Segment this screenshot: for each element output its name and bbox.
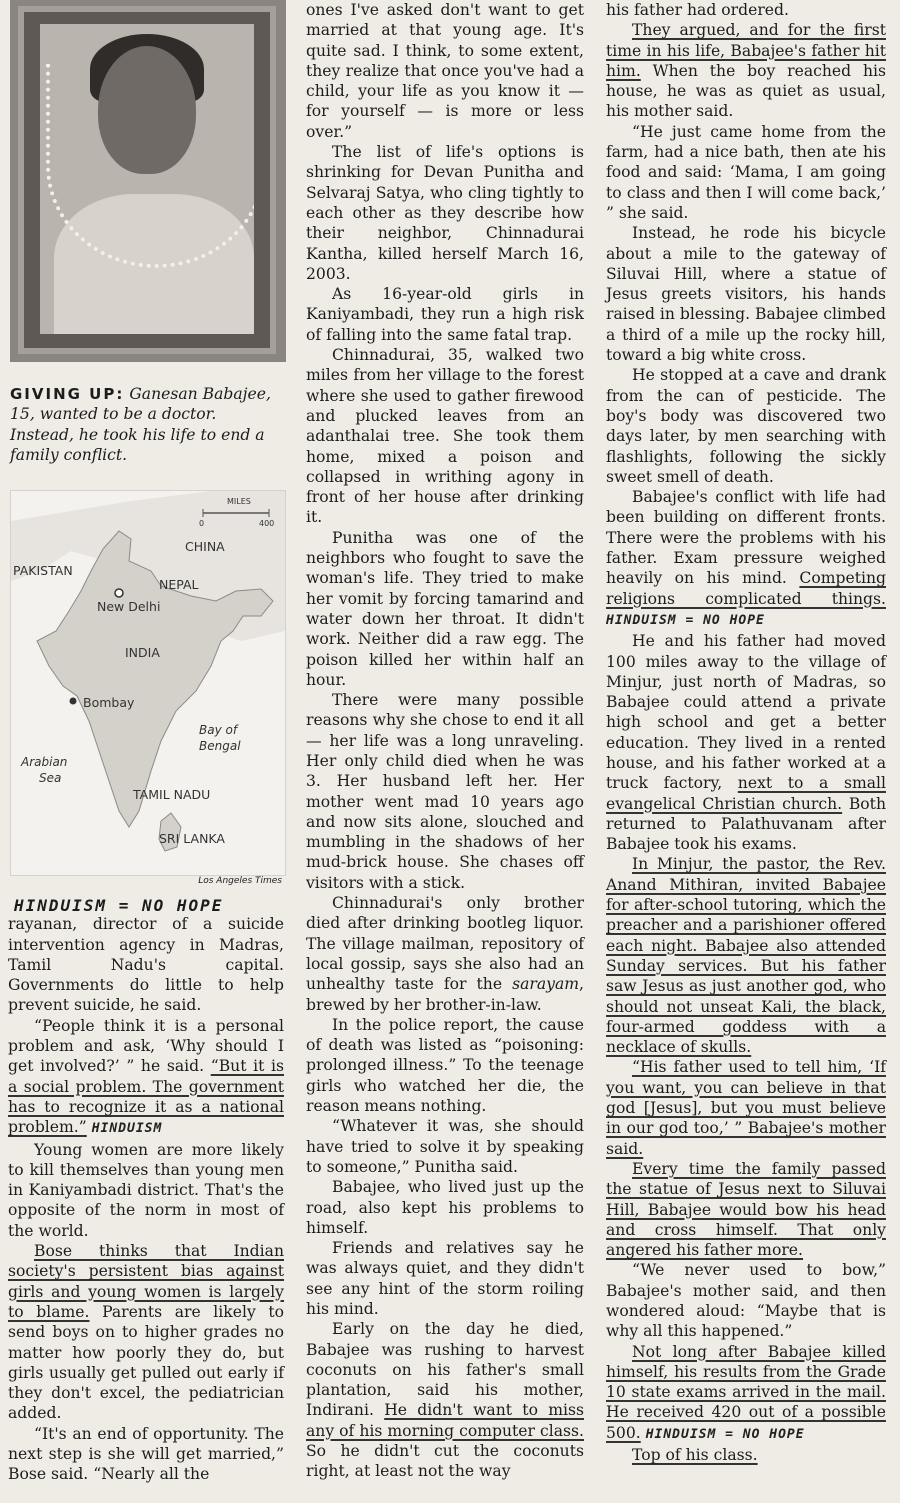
col1-para-4 (8, 1241, 284, 1424)
col2-para-12-underlined: He didn't want to miss any of his morning computer class. (306, 1401, 585, 1440)
col3-para-2-underlined: They argued, and for the first time in his life, Babajee's father hit him. (606, 21, 886, 80)
col2-para-8: In the police report, the cause of death was listed as “poisoning: prolonged illness.” To the teenage girls who watched her die, the reason means nothing. (306, 1015, 584, 1116)
col2-para-11: Friends and relatives say he was always quiet, and they didn't see any hint of the storm roiling his mind. (306, 1239, 584, 1318)
portrait-photo (10, 0, 286, 362)
col2-para-7-italic: sarayam (512, 975, 580, 994)
map-label-pakistan: PAKISTAN (13, 563, 73, 578)
col3-para-8 (606, 854, 886, 1057)
caption-text: Ganesan Babajee, 15, wanted to be a doctor. Instead, he took his life to end a family conflict. (10, 385, 271, 464)
col2-para-12 (306, 1319, 584, 1481)
map-label-china: CHINA (185, 539, 225, 554)
col1-para-1: rayanan, director of a suicide intervention agency in Madras, Tamil Nadu's capital. Governments do little to help prevent suicide, he said. (8, 915, 284, 1015)
caption-lead: GIVING UP: (10, 385, 125, 403)
col3-para-7 (606, 631, 886, 854)
col2-para-1: ones I've asked don't want to get married at that young age. It's quite sad. I think, to some extent, they realize that once you've had a child, your life as you know it — for yourself — is more or less over.” (306, 1, 584, 141)
col2-para-9: “Whatever it was, she should have tried to solve it by speaking to someone,” Punitha said. (306, 1117, 584, 1176)
photo-garland (46, 64, 254, 268)
col2-para-5: Punitha was one of the neighbors who fought to save the woman's life. They tried to make her vomit by forcing tamarind and water down her throat. It didn't work. Neither did a raw egg. The poison killed her within half an hour. (306, 528, 584, 689)
col3-para-6-underlined: Competing religions complicated things. (606, 569, 886, 608)
col2-para-7 (306, 893, 584, 1015)
photo-caption (10, 384, 280, 465)
col2-para-12-end: So he didn't cut the coconuts right, at least not the way (306, 1442, 584, 1481)
column-1 (8, 896, 284, 1485)
col3-para-7-end: Both returned to Palathuvanam after Babajee took his exams. (606, 794, 886, 854)
map-scale-start: 0 (199, 519, 205, 528)
map-label-bombay: Bombay (83, 695, 135, 710)
col3-para-1: his father had ordered. (606, 1, 789, 19)
map-graphic (11, 491, 285, 875)
map-credit: Los Angeles Times (198, 876, 282, 886)
col3-para-7-underlined: next to a small evangelical Christian church. (606, 774, 886, 813)
col2-para-2: The list of life's options is shrinking for Devan Punitha and Selvaraj Satya, who cling tightly to each other as they describe how their neighbor, Chinnadurai Kantha, killed herself March 16, 2003. (306, 143, 584, 283)
col1-para-2 (8, 1016, 284, 1140)
col3-para-7-text: He and his father had moved 100 miles away to the village of Minjur, just north of Madras, so Babajee could attend a private high school and get a better education. They lived in a rented house, and his father worked at a truck factory, (606, 632, 886, 793)
map-label-bengal: Bengal (199, 739, 241, 753)
annotation-hinduism-no-hope-1: HINDUISM = NO HOPE (14, 896, 224, 915)
col2-para-3: As 16-year-old girls in Kaniyambadi, they run a high risk of falling into the same fatal trap. (306, 285, 584, 344)
col3-para-4: Instead, he rode his bicycle about a mile to the gateway of Siluvai Hill, where a statue of Jesus greets visitors, his hands raised in blessing. Babajee climbed a third of a mile up the rocky hill, toward a big white cross. (606, 224, 886, 365)
map-label-india: INDIA (125, 645, 160, 660)
col3-para-10 (606, 1159, 886, 1260)
col3-para-9 (606, 1057, 886, 1158)
col3-para-2-text: When the boy reached his house, he was as quiet as usual, his mother said. (606, 61, 886, 121)
map-label-bay-of: Bay of (199, 723, 238, 737)
col1-para-4-text: Parents are likely to send boys on to higher grades no matter how poorly they do, but girls usually get pulled out early if they don't excel, the pediatrician added. (8, 1302, 284, 1423)
col2-para-12-text: Early on the day he died, Babajee was rushing to harvest coconuts on his father's small plantation, said his mother, Indirani. (306, 1320, 584, 1420)
col3-para-3: “He just came home from the farm, had a nice bath, then ate his food and said: ‘Mama, I am going to class and then I will come back,’ ” she said. (606, 122, 886, 222)
map-scale-end: 400 (259, 519, 275, 528)
col3-para-13 (606, 1445, 886, 1465)
col1-para-2-text: “People think it is a personal problem and ask, ‘Why should I get involved?’ ” he said. (8, 1016, 284, 1076)
column-2 (306, 0, 584, 1482)
col3-para-11: “We never used to bow,” Babajee's mother said, and then wondered aloud: “Maybe that is why all this happened.” (606, 1261, 886, 1341)
map-label-arabian: Arabian (21, 755, 68, 769)
map-scale-title: MILES (227, 497, 251, 506)
col3-para-8-underlined: In Minjur, the pastor, the Rev. Anand Mithiran, invited Babajee for after-school tutoring, which the preacher and a parishioner offered each night. Babajee also attended Sunday services. But his father saw Jesus as just another god, who should not unseat Kali, the black, four-armed goddess with a necklace of skulls. (606, 855, 886, 1057)
map-label-tamil-nadu: TAMIL NADU (133, 787, 211, 802)
col3-para-12 (606, 1342, 886, 1445)
col3-para-12-underlined: Not long after Babajee killed himself, his results from the Grade 10 state exams arrived in the mail. He received 420 out of a possible 500. (606, 1342, 886, 1442)
annotation-hinduism: HINDUISM (91, 1121, 163, 1137)
col3-para-6-text: Babajee's conflict with life had been building on different fronts. There were the problems with his father. Exam pressure weighed heavily on his mind. (606, 488, 886, 588)
col3-para-10-underlined: Every time the family passed the statue of Jesus next to Siluvai Hill, Babajee would bow his head and cross himself. That only angered his father more. (606, 1159, 886, 1260)
photo-image (40, 24, 254, 334)
annotation-hinduism-no-hope-3: HINDUISM = NO HOPE (645, 1426, 805, 1442)
india-map (10, 490, 286, 876)
col1-para-3: Young women are more likely to kill themselves than young men in Kaniyambadi district. That's the opposite of the norm in most of the world. (8, 1140, 284, 1240)
col1-para-5: “It's an end of opportunity. The next step is she will get married,” Bose said. “Nearly all the (8, 1424, 284, 1484)
col3-para-9-underlined: “His father used to tell him, ‘If you want, you can believe in that god [Jesus], but you must believe in our god too,’ ” Babajee's mother said. (606, 1058, 886, 1158)
map-label-sri-lanka: SRI LANKA (159, 831, 225, 846)
col3-para-13-underlined: Top of his class. (632, 1446, 758, 1465)
column-3 (606, 0, 886, 1465)
col3-para-2 (606, 20, 886, 121)
col1-para-4-underlined: Bose thinks that Indian society's persistent bias against girls and young women is largely to blame. (8, 1242, 284, 1321)
col1-para-2-underlined: “But it is a social problem. The government has to recognize it as a national problem.” (8, 1057, 284, 1137)
col2-para-4: Chinnadurai, 35, walked two miles from her village to the forest where she used to gather firewood and plucked leaves from an adanthalai tree. She took them home, mixed a poison and collapsed in writhing agony in front of her house after drinking it. (306, 346, 584, 527)
annotation-hinduism-no-hope-2: HINDUISM = NO HOPE (606, 612, 765, 628)
col3-para-5: He stopped at a cave and drank from the can of pesticide. The boy's body was discovered two days later, by men searching with flashlights, following the sickly sweet smell of death. (606, 366, 886, 486)
col2-para-10: Babajee, who lived just up the road, also kept his problems to himself. (306, 1178, 584, 1237)
col2-para-7-text: Chinnadurai's only brother died after drinking bootleg liquor. The village mailman, repository of local gossip, says she also had an unhealthy taste for the (306, 894, 584, 994)
col3-para-6 (606, 487, 886, 631)
col2-para-7-end: , brewed by her brother-in-law. (306, 975, 584, 1014)
col2-para-6: There were many possible reasons why she chose to end it all — her life was a long unraveling. Her only child died when he was 3. Her husband left her. Her mother went mad 10 years ago and now sits alone, slouched and mumbling in the shadows of her mud-brick house. She chases off visitors with a stick. (306, 691, 584, 892)
map-label-nepal: NEPAL (159, 577, 199, 592)
map-label-sea: Sea (39, 771, 62, 785)
photo-frame (18, 6, 276, 354)
map-label-new-delhi: New Delhi (97, 599, 161, 614)
